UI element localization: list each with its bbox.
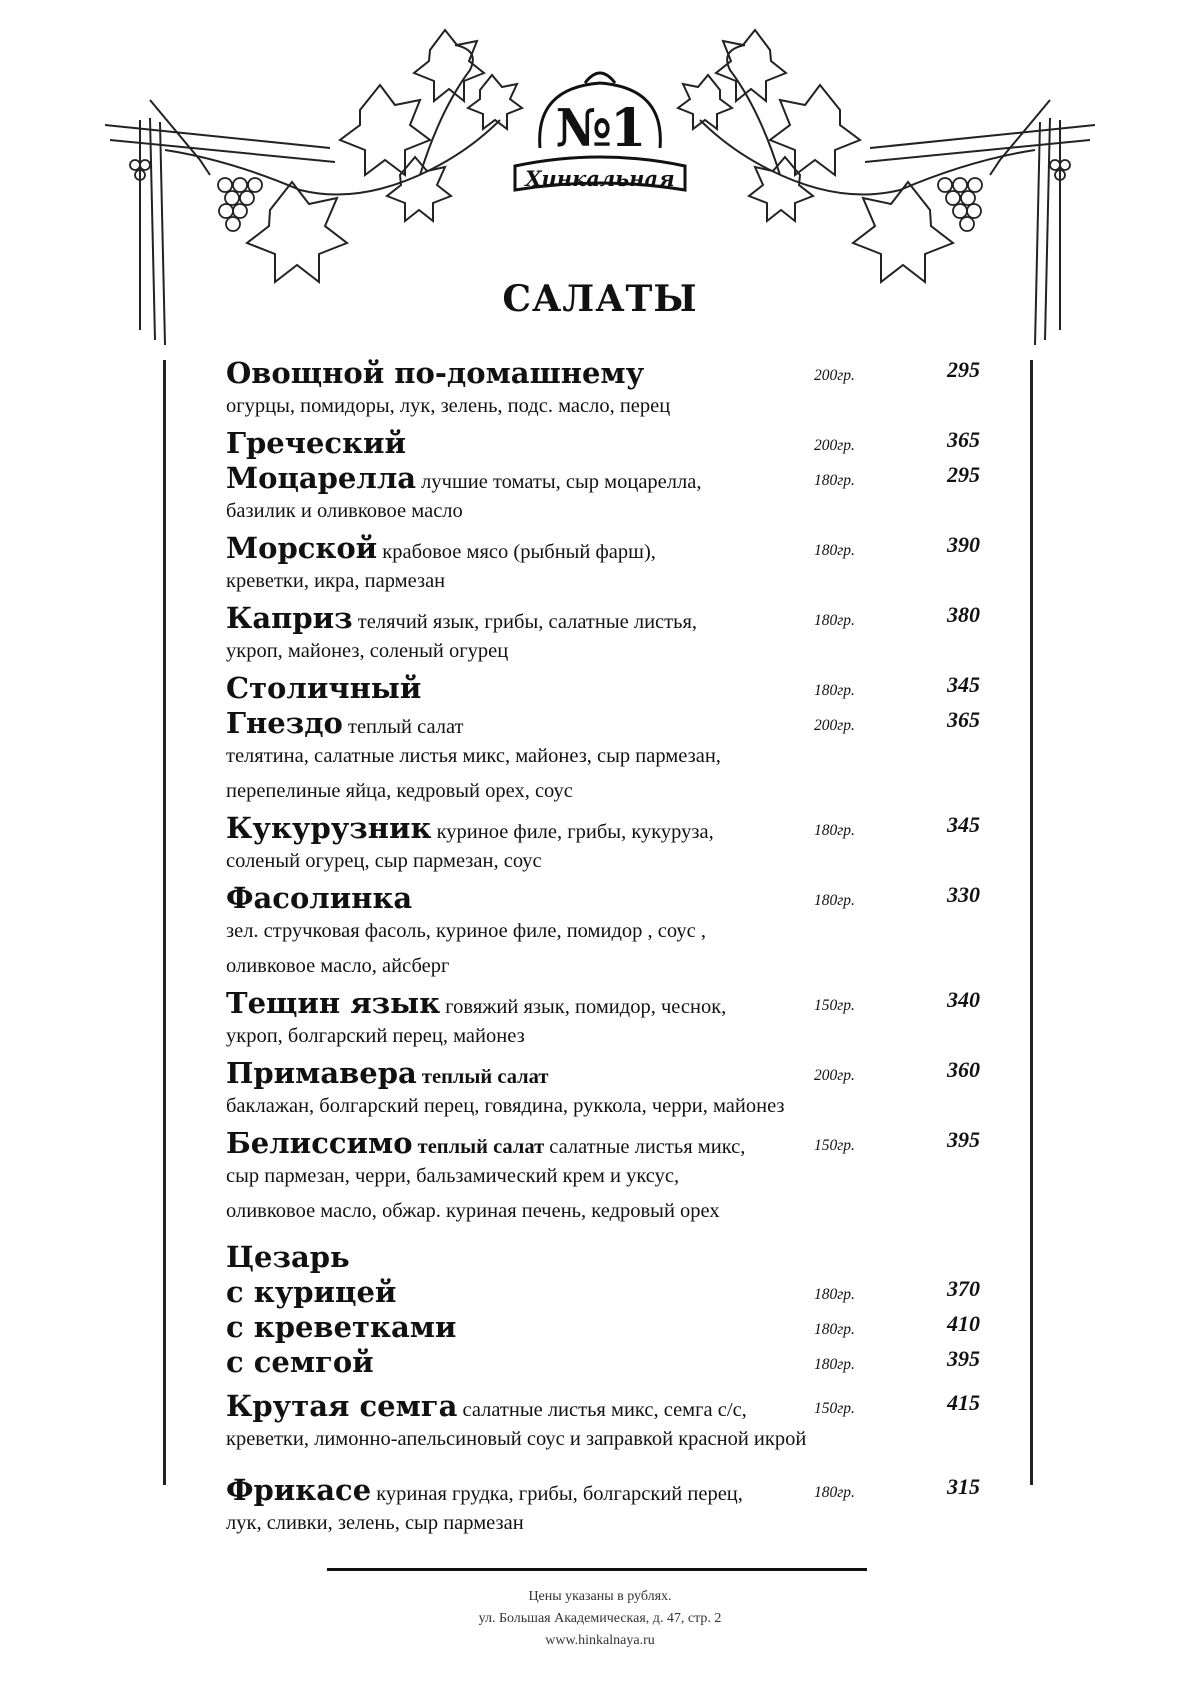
menu-item-row (226, 1056, 986, 1091)
dish-description-line: креветки, лимонно-апельсиновый соус и заправкой красной икрой (226, 1428, 807, 1450)
dish-description: теплый салат (347, 716, 464, 738)
dish-name: с семгой (226, 1345, 374, 1379)
menu-item-row (226, 426, 986, 461)
menu-item-row (226, 356, 986, 391)
footer (0, 1586, 1200, 1652)
dish-description: куриное филе, грибы, кукуруза, (436, 821, 714, 843)
dish-weight: 200гр. (814, 367, 855, 384)
frame-left-border (163, 360, 166, 1485)
dish-note: теплый салат (417, 1136, 545, 1158)
dish-description-line: укроп, майонез, соленый огурец (226, 640, 509, 662)
dish-note: теплый салат (421, 1066, 549, 1088)
menu-item (226, 426, 986, 461)
dish-price: 395 (947, 1346, 980, 1371)
dish-description: крабовое мясо (рыбный фарш), (382, 541, 656, 563)
dish-name: Тещин язык (226, 986, 441, 1020)
dish-name: Каприз (226, 601, 353, 635)
menu-item-row (226, 1389, 986, 1424)
menu-item-row (226, 1473, 986, 1508)
footer-website: www.hinkalnaya.ru (545, 1633, 655, 1648)
menu-item (226, 356, 986, 426)
menu-item (226, 1473, 986, 1543)
dish-name: Белиссимо (226, 1126, 413, 1160)
dish-weight: 200гр. (814, 437, 855, 454)
dish-name: Фасолинка (226, 881, 413, 915)
menu-item-row (226, 671, 986, 706)
dish-price: 330 (947, 882, 980, 907)
menu-item-row (226, 531, 986, 566)
spacer (226, 1459, 986, 1473)
menu-item (226, 461, 986, 531)
menu-item-row (226, 811, 986, 846)
dish-price: 360 (947, 1057, 980, 1082)
dish-description: салатные листья микс, (549, 1136, 746, 1158)
dish-weight: 150гр. (814, 1137, 855, 1154)
dish-description-line: оливковое масло, обжар. куриная печень, кедровый орех (226, 1200, 720, 1222)
dish-weight: 150гр. (814, 1400, 855, 1417)
dish-name: Фрикасе (226, 1473, 372, 1507)
dish-description-line: укроп, болгарский перец, майонез (226, 1025, 525, 1047)
dish-name: Крутая семга (226, 1389, 458, 1423)
restaurant-logo (495, 48, 705, 198)
footer-divider (327, 1568, 867, 1571)
dish-name: Столичный (226, 671, 422, 705)
menu-item (226, 1310, 986, 1345)
section-title: САЛАТЫ (502, 278, 698, 320)
menu-item-line (226, 1389, 747, 1423)
menu-item-line (226, 356, 644, 390)
dish-description-line: оливковое масло, айсберг (226, 955, 450, 977)
menu-item (226, 1126, 986, 1231)
dish-price: 315 (947, 1474, 980, 1499)
dish-name: с курицей (226, 1275, 397, 1309)
menu-item-row (226, 1126, 986, 1161)
menu-item (226, 881, 986, 986)
frame-right-border (1030, 360, 1033, 1485)
menu-item-row (226, 881, 986, 916)
menu-item-line (226, 671, 421, 705)
dish-description: куриная грудка, грибы, болгарский перец, (376, 1483, 743, 1505)
dish-name: Кукурузник (226, 811, 432, 845)
menu-item (226, 531, 986, 601)
dish-description: салатные листья микс, семга с/с, (462, 1399, 747, 1421)
menu-item-row (226, 461, 986, 496)
dish-name: Цезарь (226, 1240, 350, 1274)
dish-description: телячий язык, грибы, салатные листья, (357, 611, 697, 633)
dish-price: 345 (947, 672, 980, 697)
menu-item (226, 1056, 986, 1126)
dish-description-line: креветки, икра, пармезан (226, 570, 446, 592)
dish-name: Гнездо (226, 706, 343, 740)
dish-weight: 150гр. (814, 997, 855, 1014)
dish-price: 345 (947, 812, 980, 837)
dish-price: 410 (947, 1311, 980, 1336)
menu-item-row (226, 601, 986, 636)
menu-item-line (226, 426, 406, 460)
menu-item-row (226, 1275, 986, 1310)
dish-name: Греческий (226, 426, 407, 460)
menu-item (226, 811, 986, 881)
dish-price: 295 (947, 357, 980, 382)
caesar-heading-line (226, 1240, 350, 1274)
menu-item (226, 706, 986, 811)
logo-number: №1 (555, 98, 645, 159)
dish-name: Овощной по-домашнему (226, 356, 645, 390)
dish-weight: 200гр. (814, 1067, 855, 1084)
menu-item-row (226, 1345, 986, 1380)
footer-currency-note: Цены указаны в рублях. (528, 1589, 672, 1604)
dish-price: 395 (947, 1127, 980, 1152)
dish-description-line: телятина, салатные листья микс, майонез, сыр пармезан, (226, 745, 721, 767)
menu-item-row (226, 706, 986, 741)
dish-description-line: соленый огурец, сыр пармезан, соус (226, 850, 542, 872)
spacer (226, 1380, 986, 1389)
dish-price: 365 (947, 427, 980, 452)
menu-item-line (226, 706, 464, 740)
menu-item-line (226, 461, 701, 495)
menu-item-line (226, 601, 697, 635)
menu-item-line (226, 1056, 548, 1090)
dish-description-line: зел. стручковая фасоль, куриное филе, помидор , соус , (226, 920, 706, 942)
menu-item (226, 1389, 986, 1459)
menu-item-row (226, 1310, 986, 1345)
menu-item (226, 1345, 986, 1380)
dish-weight: 180гр. (814, 1484, 855, 1501)
dish-weight: 200гр. (814, 717, 855, 734)
menu-item (226, 986, 986, 1056)
footer-address: ул. Большая Академическая, д. 47, стр. 2 (478, 1611, 722, 1626)
dish-price: 415 (947, 1390, 980, 1415)
dish-price: 365 (947, 707, 980, 732)
dish-weight: 180гр. (814, 822, 855, 839)
dish-description-line: огурцы, помидоры, лук, зелень, подс. масло, перец (226, 395, 671, 417)
dish-description: лучшие томаты, сыр моцарелла, (421, 471, 702, 493)
dish-weight: 180гр. (814, 1356, 855, 1373)
menu-item-line (226, 531, 656, 565)
dish-weight: 180гр. (814, 542, 855, 559)
dish-price: 370 (947, 1276, 980, 1301)
dish-weight: 180гр. (814, 1321, 855, 1338)
dish-price: 295 (947, 462, 980, 487)
dish-description-line: базилик и оливковое масло (226, 500, 463, 522)
menu-item-line (226, 1275, 396, 1309)
menu-item (226, 1275, 986, 1310)
dish-description-line: перепелиные яйца, кедровый орех, соус (226, 780, 573, 802)
dish-name: с креветками (226, 1310, 457, 1344)
menu-item-line (226, 811, 714, 845)
dish-weight: 180гр. (814, 472, 855, 489)
dish-weight: 180гр. (814, 612, 855, 629)
logo-script-text: Хинкальная (525, 166, 675, 191)
spacer (226, 1231, 986, 1240)
menu-item-row (226, 986, 986, 1021)
salad-menu-list (226, 356, 986, 1543)
dish-name: Примавера (226, 1056, 417, 1090)
dish-name: Морской (226, 531, 378, 565)
dish-name: Моцарелла (226, 461, 417, 495)
menu-item-line (226, 1126, 745, 1160)
dish-description-line: сыр пармезан, черри, бальзамический крем и уксус, (226, 1165, 680, 1187)
dish-price: 390 (947, 532, 980, 557)
dish-description-line: баклажан, болгарский перец, говядина, руккола, черри, майонез (226, 1095, 785, 1117)
caesar-heading-row (226, 1240, 986, 1275)
menu-item-line (226, 1310, 456, 1344)
menu-item-line (226, 1473, 743, 1507)
dish-description-line: лук, сливки, зелень, сыр пармезан (226, 1512, 524, 1534)
dish-description: говяжий язык, помидор, чеснок, (445, 996, 727, 1018)
menu-item (226, 671, 986, 706)
dish-price: 380 (947, 602, 980, 627)
dish-price: 340 (947, 987, 980, 1012)
menu-item-line (226, 881, 412, 915)
dish-weight: 180гр. (814, 682, 855, 699)
menu-item-line (226, 986, 726, 1020)
menu-item (226, 601, 986, 671)
dish-weight: 180гр. (814, 892, 855, 909)
dish-weight: 180гр. (814, 1286, 855, 1303)
menu-item-line (226, 1345, 374, 1379)
